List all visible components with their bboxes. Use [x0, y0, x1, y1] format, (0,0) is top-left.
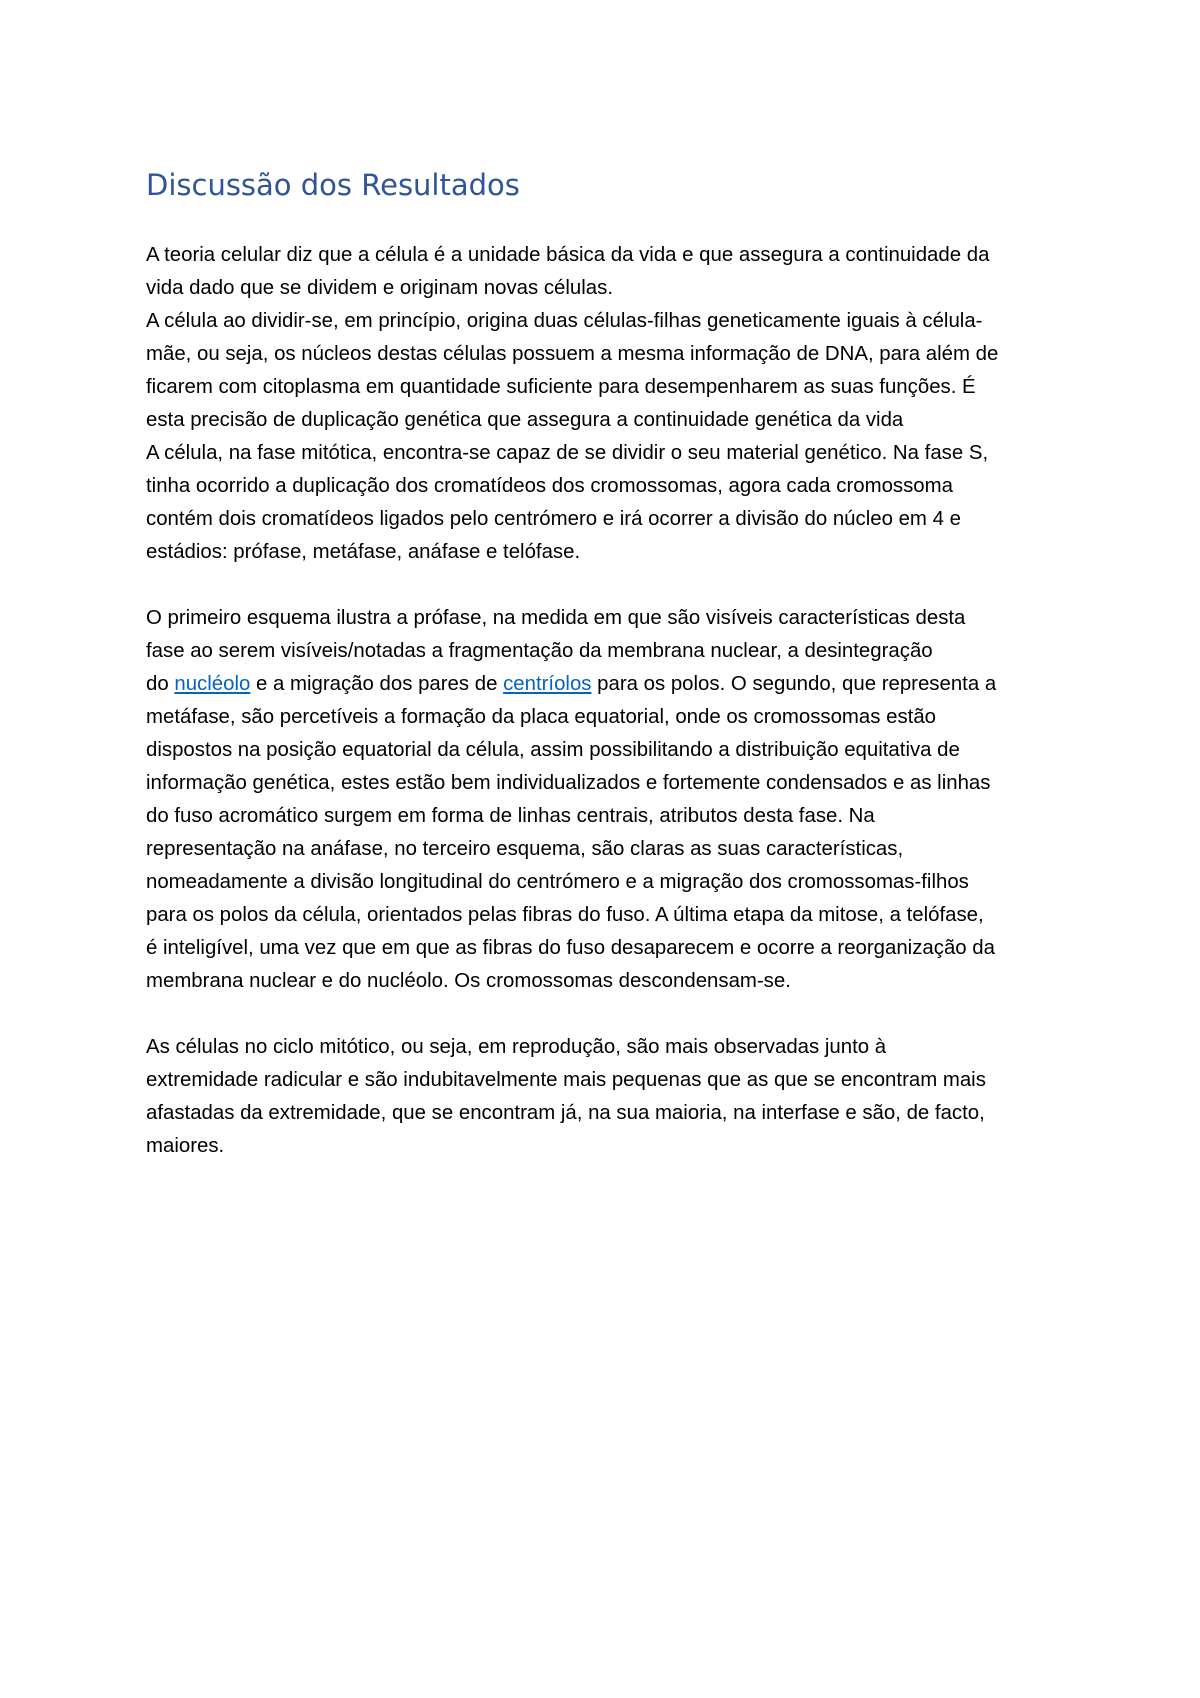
section-heading: Discussão dos Resultados [146, 168, 520, 202]
text-line: representação na anáfase, no terceiro esquema, são claras as suas características, [146, 837, 904, 860]
text-fragment: e a migração dos pares de [250, 672, 504, 695]
paragraph-3 [146, 1031, 1066, 1163]
text-line: A célula, na fase mitótica, encontra-se capaz de se dividir o seu material genético. Na fase S, [146, 441, 989, 464]
text-line: A célula ao dividir-se, em princípio, origina duas células-filhas geneticamente iguais à célula- [146, 309, 983, 332]
text-line: extremidade radicular e são indubitavelmente mais pequenas que as que se encontram mais [146, 1068, 986, 1091]
text-line: metáfase, são percetíveis a formação da placa equatorial, onde os cromossomas estão [146, 705, 936, 728]
text-line: esta precisão de duplicação genética que assegura a continuidade genética da vida [146, 408, 904, 431]
text-line: As células no ciclo mitótico, ou seja, em reprodução, são mais observadas junto à [146, 1035, 887, 1058]
text-line: contém dois cromatídeos ligados pelo centrómero e irá ocorrer a divisão do núcleo em 4 e [146, 507, 961, 530]
text-line: para os polos da célula, orientados pelas fibras do fuso. A última etapa da mitose, a telófase, [146, 903, 984, 926]
text-fragment: para os polos. O segundo, que representa a [591, 672, 997, 695]
text-line: tinha ocorrido a duplicação dos cromatídeos dos cromossomas, agora cada cromossoma [146, 474, 953, 497]
text-line: membrana nuclear e do nucléolo. Os cromossomas descondensam-se. [146, 969, 791, 992]
text-line: estádios: prófase, metáfase, anáfase e telófase. [146, 540, 581, 563]
text-fragment: do [146, 672, 175, 695]
text-line: mãe, ou seja, os núcleos destas células possuem a mesma informação de DNA, para além de [146, 342, 999, 365]
paragraph-2 [146, 602, 1066, 998]
text-line: do fuso acromático surgem em forma de linhas centrais, atributos desta fase. Na [146, 804, 875, 827]
text-line: é inteligível, uma vez que em que as fibras do fuso desaparecem e ocorre a reorganização da [146, 936, 995, 959]
text-line: A teoria celular diz que a célula é a unidade básica da vida e que assegura a continuidade da [146, 243, 990, 266]
text-line: nomeadamente a divisão longitudinal do centrómero e a migração dos cromossomas-filhos [146, 870, 969, 893]
text-line: maiores. [146, 1134, 225, 1157]
text-line: vida dado que se dividem e originam novas células. [146, 276, 613, 299]
document-body [146, 168, 1066, 1163]
text-line: afastadas da extremidade, que se encontram já, na sua maioria, na interfase e são, de facto, [146, 1101, 985, 1124]
text-line: informação genética, estes estão bem individualizados e fortemente condensados e as linhas [146, 771, 991, 794]
text-line: dispostos na posição equatorial da célula, assim possibilitando a distribuição equitativa de [146, 738, 960, 761]
text-line: ficarem com citoplasma em quantidade suficiente para desempenharem as suas funções. É [146, 375, 976, 398]
text-line: O primeiro esquema ilustra a prófase, na medida em que são visíveis características desta [146, 606, 966, 629]
text-line: fase ao serem visíveis/notadas a fragmentação da membrana nuclear, a desintegração [146, 639, 933, 662]
text-line-with-links [146, 668, 1066, 701]
link-centriolos[interactable]: centríolos [503, 672, 592, 695]
link-nucleolo[interactable]: nucléolo [174, 672, 251, 695]
paragraph-1 [146, 239, 1066, 569]
